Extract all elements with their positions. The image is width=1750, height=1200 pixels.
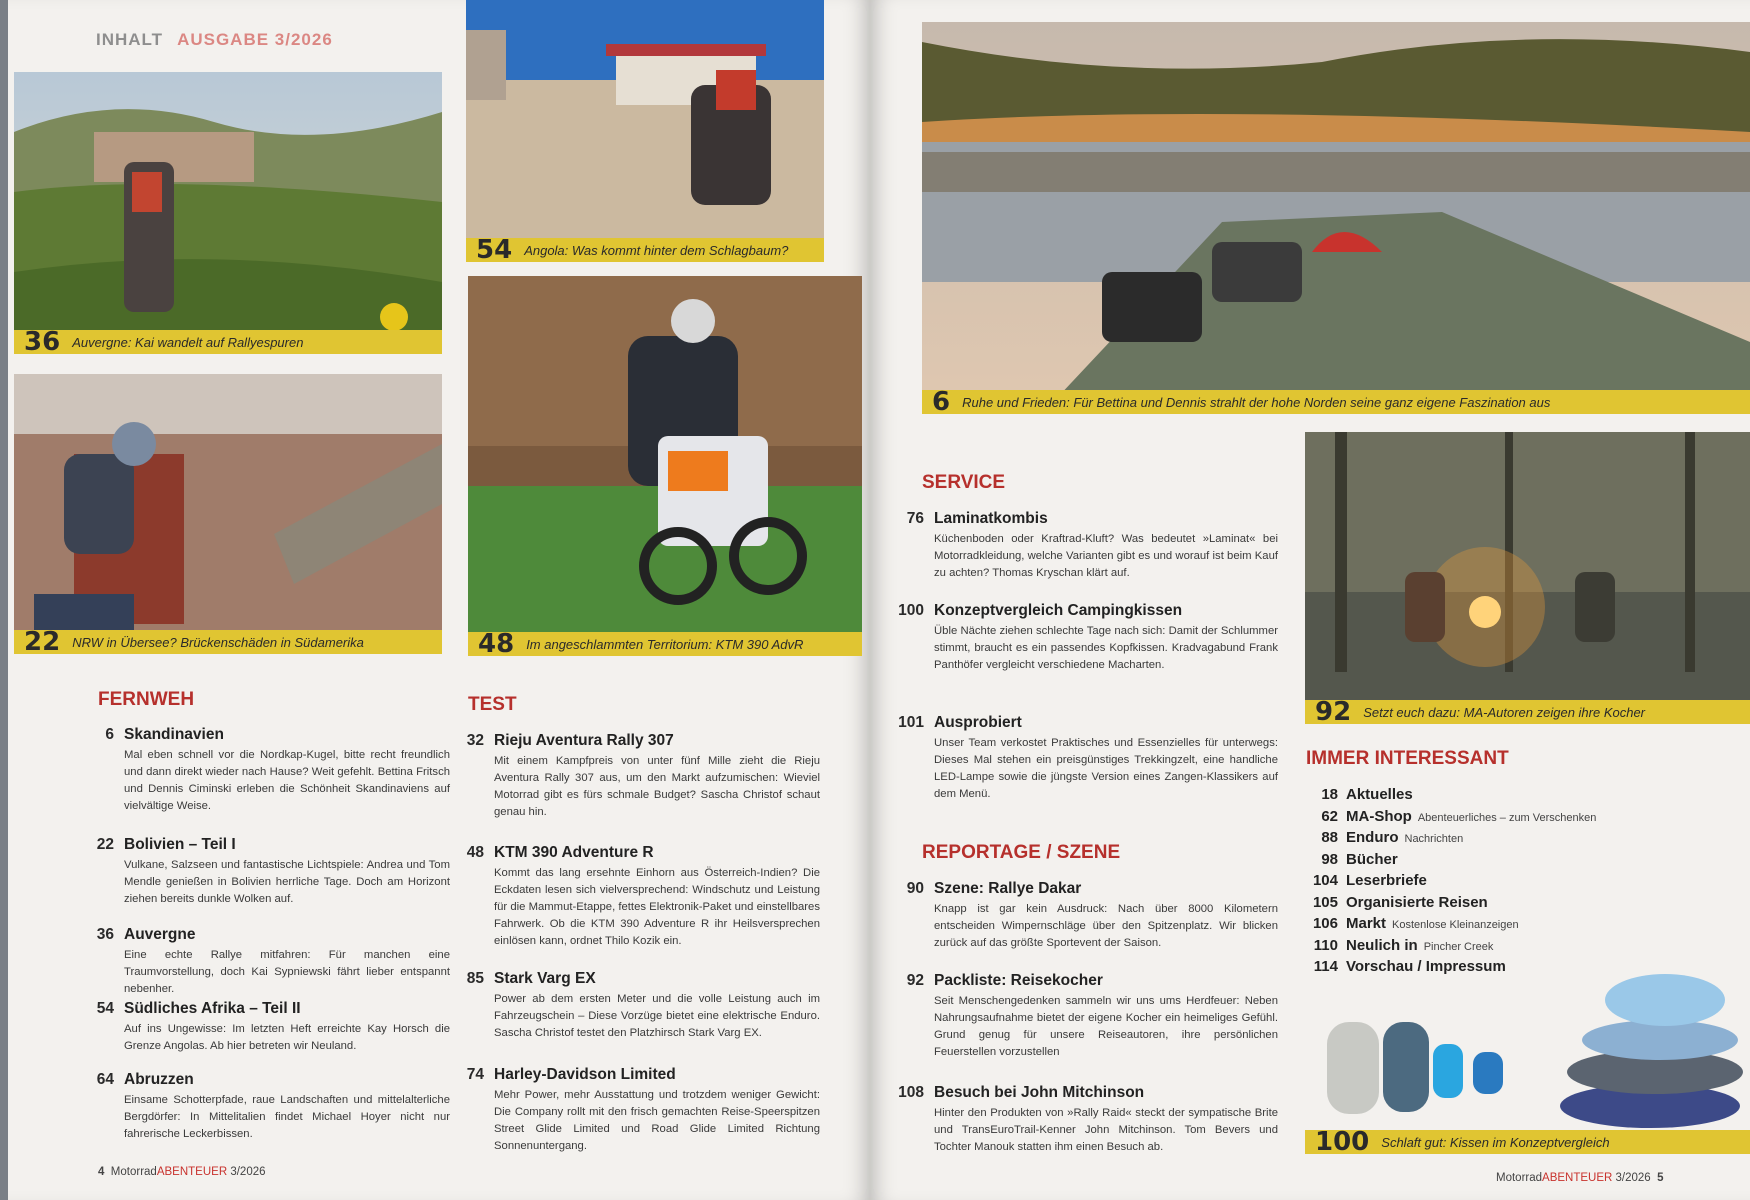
entry-description: Hinter den Produkten von »Rally Raid« steckt der sympatische Brite und TransEuroTrail-Kenner John Mitchinson. Tom Bevers und Tochter Manouk statten ihm einen Besuch ab.: [934, 1107, 1278, 1153]
page-header: [96, 30, 333, 50]
caption-bar: 92 Setzt euch dazu: MA-Autoren zeigen ihre Kocher: [1305, 700, 1750, 724]
entry-page-number: 76: [906, 510, 924, 527]
entry-title: Bolivien – Teil I: [124, 836, 236, 853]
item-page-number: 88: [1321, 829, 1338, 846]
item-title: Vorschau / Impressum: [1346, 958, 1506, 975]
entry-page-number: 54: [96, 1000, 114, 1017]
toc-entry: [878, 1084, 1278, 1156]
entry-page-number: 64: [96, 1071, 114, 1088]
toc-entry: [438, 970, 820, 1042]
entry-title: Südliches Afrika – Teil II: [124, 1000, 301, 1017]
list-item: [1300, 937, 1596, 959]
entry-page-number: 36: [96, 926, 114, 943]
toc-entry: [438, 1066, 820, 1155]
section-service: SERVICE: [922, 472, 1006, 493]
toc-entry: [68, 1000, 450, 1055]
section-immer-interessant: IMMER INTERESSANT: [1306, 748, 1509, 769]
item-page-number: 110: [1313, 936, 1338, 954]
entry-title: Auvergne: [124, 926, 196, 943]
entry-description: Power ab dem ersten Meter und die volle Leistung auch im Fahrzeugschein – Diese Vorzüge bietet eine elektrische Enduro. Sascha Christof testet den Platzhirsch Stark Varg EX.: [494, 993, 820, 1039]
entry-title: Harley-Davidson Limited: [494, 1066, 676, 1083]
item-subtitle: Abenteuerliches – zum Verschenken: [1417, 811, 1597, 824]
list-item: [1300, 808, 1596, 830]
entry-title: Packliste: Reisekocher: [934, 972, 1103, 989]
entry-title: Rieju Aventura Rally 307: [494, 732, 674, 749]
item-title: Leserbriefe: [1346, 872, 1427, 889]
photo-angola: [466, 0, 824, 262]
entry-description: Seit Menschengedenken sammeln wir uns ums Herdfeuer: Neben Nahrungsaufnahme bietet der eigene Kocher ein heimeliges Gefühl. Grund genug für unsere Reiseautoren, ihre persönlichen Feuerstellen vorzustellen: [934, 995, 1278, 1058]
entry-description: Küchenboden oder Kraftrad-Kluft? Was bedeutet »Laminat« bei Motorradkleidung, welche Varianten gibt es und worauf ist beim Kauf zu achten? Thomas Kryschan klärt auf.: [934, 533, 1278, 579]
item-page-number: 114: [1313, 958, 1338, 975]
section-fernweh: FERNWEH: [98, 689, 195, 710]
entry-title: Szene: Rallye Dakar: [934, 880, 1082, 897]
item-page-number: 98: [1321, 850, 1338, 868]
item-title: Enduro: [1346, 829, 1399, 846]
entry-title: Besuch bei John Mitchinson: [934, 1084, 1145, 1101]
photo-auvergne: [14, 72, 442, 354]
entry-description: Üble Nächte ziehen schlechte Tage nach sich: Damit der Schlummer stimmt, braucht es ein passendes Kopfkissen. Kradvagabund Frank Panthöfer vergleicht verschiedene Macharten.: [934, 625, 1278, 671]
list-item: [1300, 894, 1596, 916]
entry-page-number: 108: [898, 1084, 924, 1101]
entry-page-number: 22: [96, 836, 114, 853]
toc-entry: [438, 844, 820, 950]
item-page-number: 104: [1312, 872, 1338, 889]
entry-description: Mehr Power, mehr Ausstattung und trotzdem weniger Gewicht: Die Company rollt mit den frisch gemachten Reise-Speerspitzen Street Glide Limited und Road Glide Limited Richtung Sonnenuntergang.: [494, 1089, 820, 1152]
header-issue: AUSGABE 3/2026: [177, 30, 333, 49]
entry-page-number: 92: [906, 972, 924, 989]
photo-ktm: [468, 276, 862, 656]
entry-page-number: 101: [898, 714, 924, 731]
entry-page-number: 100: [898, 602, 924, 619]
item-title: Markt: [1346, 915, 1387, 932]
list-item: [1300, 915, 1596, 937]
footer-right: MotorradABENTEUER 3/2026 5: [1496, 1172, 1664, 1184]
item-page-number: 106: [1312, 915, 1338, 932]
caption-bar: 36 Auvergne: Kai wandelt auf Rallyespuren: [14, 330, 442, 354]
entry-title: KTM 390 Adventure R: [494, 844, 654, 861]
caption-bar: 48 Im angeschlammten Territorium: KTM 390 AdvR: [468, 632, 862, 656]
entry-title: Stark Varg EX: [494, 970, 596, 987]
entry-page-number: 85: [466, 970, 484, 987]
list-item: [1300, 958, 1596, 980]
entry-description: Unser Team verkostet Praktisches und Essenzielles für unterwegs: Dieses Mal stehen ein preisgünstiges Trekkingzelt, eine handliche LED-Lampe sowie die jüngste Version eines Zangen-Klassikers auf dem Menü.: [934, 737, 1278, 800]
toc-entry: [68, 926, 450, 998]
item-title: Aktuelles: [1346, 786, 1413, 803]
item-title: Organisierte Reisen: [1346, 893, 1488, 911]
toc-entry: [878, 972, 1278, 1061]
item-page-number: 18: [1321, 786, 1338, 803]
entry-page-number: 6: [105, 726, 114, 743]
caption-bar: 22 NRW in Übersee? Brückenschäden in Südamerika: [14, 630, 442, 654]
entry-description: Kommt das lang ersehnte Einhorn aus Österreich-Indien? Die Eckdaten lesen sich vielversprechend: Windschutz und Leistung für die Mammut-Etappe, fettes Elektronik-Paket und einstellbares Fahrwerk. Ob die KTM 390 Adventure R ihr Heilsversprechen einlösen kann, ordnet Thilo Kozik ein.: [494, 867, 820, 947]
entry-description: Vulkane, Salzseen und fantastische Lichtspiele: Andrea und Tom Mendle genießen in Bolivien herrliche Tage. Doch am Horizont ziehen bereits dunkle Wolken auf.: [124, 859, 450, 905]
entry-description: Knapp ist gar kein Ausdruck: Nach über 8000 Kilometern entscheiden Wimpernschläge über den Spitzenplatz. Wir blicken zurück auf das größte Sportevent der Saison.: [934, 903, 1278, 949]
item-page-number: 62: [1321, 807, 1338, 825]
list-item: [1300, 851, 1596, 873]
photo-lake: [922, 22, 1750, 414]
entry-description: Mit einem Kampfpreis von unter fünf Mille zieht die Rieju Aventura Rally 307 aus, um den Markt aufzumischen: Wieviel Motorrad gibt es fürs schmale Budget? Sascha Christof schaut genau hin.: [494, 755, 820, 818]
entry-page-number: 48: [466, 844, 484, 861]
entry-title: Konzeptvergleich Campingkissen: [934, 602, 1183, 619]
item-subtitle: Pincher Creek: [1423, 940, 1494, 953]
caption-bar: 100 Schlaft gut: Kissen im Konzeptvergleich: [1305, 1130, 1750, 1154]
entry-description: Auf ins Ungewisse: Im letzten Heft erreichte Kay Horsch die Grenze Angolas. Ab hier betreten wir Neuland.: [124, 1023, 450, 1052]
toc-entry: [878, 880, 1278, 952]
entry-title: Skandinavien: [124, 726, 224, 743]
item-title: Neulich in: [1346, 936, 1418, 954]
entry-title: Ausprobiert: [934, 714, 1022, 731]
caption-bar: 54 Angola: Was kommt hinter dem Schlagbaum?: [466, 238, 824, 262]
immer-list: [1300, 786, 1596, 980]
section-reportage: REPORTAGE / SZENE: [922, 842, 1121, 863]
toc-entry: [68, 1071, 450, 1143]
entry-description: Eine echte Rallye mitfahren: Für manchen eine Traumvorstellung, doch Kai Sypniewski fährt lieber entspannt nebenher.: [124, 949, 450, 995]
toc-entry: [878, 510, 1278, 582]
list-item: [1300, 872, 1596, 894]
item-subtitle: Nachrichten: [1404, 833, 1464, 845]
entry-title: Abruzzen: [124, 1071, 194, 1088]
toc-entry: [68, 836, 450, 908]
entry-page-number: 90: [906, 880, 924, 897]
toc-entry: [878, 602, 1278, 674]
entry-page-number: 74: [466, 1066, 484, 1083]
photo-bridge: [14, 374, 442, 654]
entry-page-number: 32: [466, 732, 484, 749]
item-page-number: 105: [1312, 893, 1338, 911]
photo-campfire: [1305, 432, 1750, 724]
caption-bar: 6 Ruhe und Frieden: Für Bettina und Dennis strahlt der hohe Norden seine ganz eigene Faszination aus: [922, 390, 1750, 414]
header-section: INHALT: [96, 30, 164, 49]
footer-left: 4 MotorradABENTEUER 3/2026: [98, 1166, 266, 1178]
list-item: [1300, 786, 1596, 808]
item-subtitle: Kostenlose Kleinanzeigen: [1392, 919, 1519, 931]
item-title: Bücher: [1346, 850, 1398, 868]
toc-entry: [68, 726, 450, 815]
section-test: TEST: [468, 694, 517, 715]
toc-entry: [878, 714, 1278, 803]
entry-description: Mal eben schnell vor die Nordkap-Kugel, bitte recht freundlich und dann direkt wieder nach Hause? Weit gefehlt. Bettina Fritsch und Dennis Ciminski erleben die Schönheit Skandinaviens auf vielvältige Weise.: [124, 749, 450, 812]
item-title: MA-Shop: [1346, 807, 1412, 825]
entry-title: Laminatkombis: [934, 510, 1048, 527]
list-item: [1300, 829, 1596, 851]
entry-description: Einsame Schotterpfade, raue Landschaften und mittelalterliche Bergdörfer: In Mittelitalien findet Michael Hoyer nicht nur fahrerische Leckerbissen.: [124, 1094, 450, 1140]
toc-entry: [438, 732, 820, 821]
